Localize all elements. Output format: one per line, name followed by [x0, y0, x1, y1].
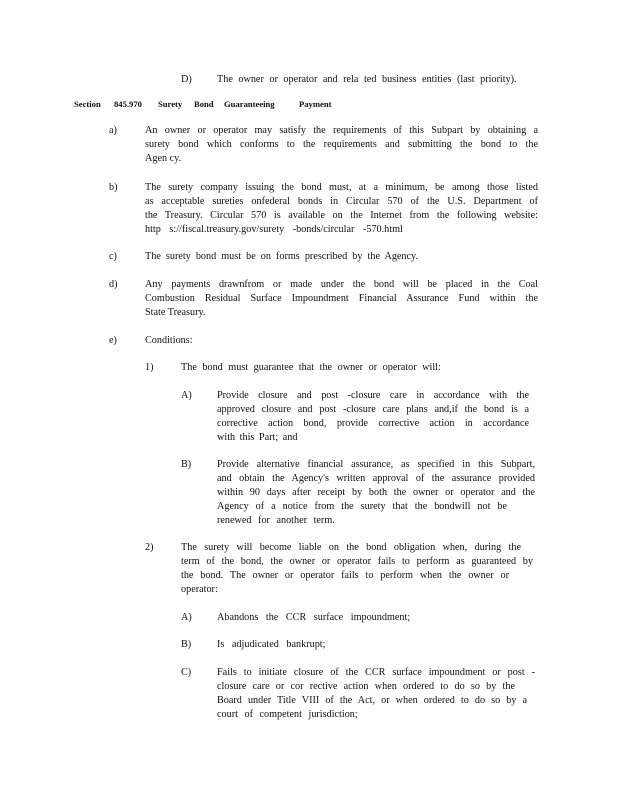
item-text-e2A [217, 611, 529, 625]
item-label-e1A: A) [181, 390, 192, 401]
text-line: State Treasury. [145, 307, 206, 318]
text-line: and obtain the Agency's written approval of the assurance provided [217, 473, 535, 484]
text-line: Combustion Residual Surface Impoundment Financial Assurance Fund within the [145, 293, 538, 304]
text-line: corrective action bond, provide corrective action in accordance [217, 418, 529, 429]
text-line: the bond. The owner or operator fails to perform when the owner or [181, 570, 509, 581]
text-line: Agency of a notice from the surety that the bondwill not be [217, 501, 507, 512]
section-title-word-3: Guaranteeing [224, 99, 275, 109]
text-line: Provide closure and post -closure care in accordance with the [217, 390, 529, 401]
text-line: Board under Title VIII of the Act, or when ordered to do so by a [217, 695, 527, 706]
item-label-e2B: B) [181, 639, 192, 650]
section-title-word-2: Bond [194, 99, 214, 109]
item-label-c: c) [109, 251, 117, 262]
item-text-top-D [217, 73, 529, 87]
item-text-e [145, 334, 538, 348]
item-text-e2 [181, 541, 533, 597]
item-label-e1B: B) [181, 459, 192, 470]
text-line: http s://fiscal.treasury.gov/surety -bonds/circular -570.html [145, 224, 403, 235]
item-label-a: a) [109, 125, 117, 136]
text-line: the Treasury. Circular 570 is available on the Internet from the following website: [145, 210, 538, 221]
text-line: An owner or operator may satisfy the requirements of this Subpart by obtaining a [145, 125, 538, 136]
item-text-e1A [217, 389, 529, 445]
text-line: surety bond which conforms to the requirements and submitting the bond to the [145, 139, 538, 150]
item-text-b [145, 181, 538, 237]
text-line: with this Part; and [217, 432, 298, 443]
text-line: Agen cy. [145, 153, 182, 164]
text-line: operator: [181, 584, 218, 595]
text-line: The surety bond must be on forms prescribed by the Agency. [145, 251, 419, 262]
text-line: Abandons the CCR surface impoundment; [217, 612, 411, 623]
section-title-word-1: Surety [158, 99, 183, 109]
item-text-e2B [217, 638, 529, 652]
item-label-e: e) [109, 335, 117, 346]
text-line: approved closure and post -closure care plans and,if the bond is a [217, 404, 529, 415]
section-number: 845.970 [114, 99, 142, 109]
item-label-b: b) [109, 182, 118, 193]
text-line: The surety company issuing the bond must, at a minimum, be among those listed [145, 182, 538, 193]
text-line: renewed for another term. [217, 515, 335, 526]
text-line: closure care or cor rective action when ordered to do so by the [217, 681, 515, 692]
text-line: Conditions: [145, 335, 193, 346]
text-line: Fails to initiate closure of the CCR surface impoundment or post - [217, 667, 535, 678]
section-title-word-4: Payment [299, 99, 332, 109]
text-line: The surety will become liable on the bond obligation when, during the [181, 542, 521, 553]
item-text-c [145, 250, 538, 264]
item-label-top-D: D) [181, 74, 192, 85]
text-line: Provide alternative financial assurance, as specified in this Subpart, [217, 459, 535, 470]
text-line: as acceptable sureties onfederal bonds in Circular 570 of the U.S. Department of [145, 196, 538, 207]
text-line: The owner or operator and rela ted business entities (last priority). [217, 74, 517, 85]
item-text-a [145, 124, 538, 166]
text-line: Any payments drawnfrom or made under the bond will be placed in the Coal [145, 279, 538, 290]
text-line: within 90 days after receipt by both the owner or operator and the [217, 487, 535, 498]
item-label-e2: 2) [145, 542, 154, 553]
text-line: The bond must guarantee that the owner or operator will: [181, 362, 441, 373]
item-label-d: d) [109, 279, 118, 290]
text-line: term of the bond, the owner or operator fails to perform as guaranteed by [181, 556, 533, 567]
item-label-e1: 1) [145, 362, 154, 373]
text-line: Is adjudicated bankrupt; [217, 639, 326, 650]
item-label-e2C: C) [181, 667, 192, 678]
item-text-d [145, 278, 538, 320]
item-label-e2A: A) [181, 612, 192, 623]
item-text-e2C [217, 666, 535, 722]
section-word: Section [74, 99, 101, 109]
item-text-e1B [217, 458, 535, 528]
text-line: court of competent jurisdiction; [217, 709, 358, 720]
item-text-e1 [181, 361, 537, 375]
